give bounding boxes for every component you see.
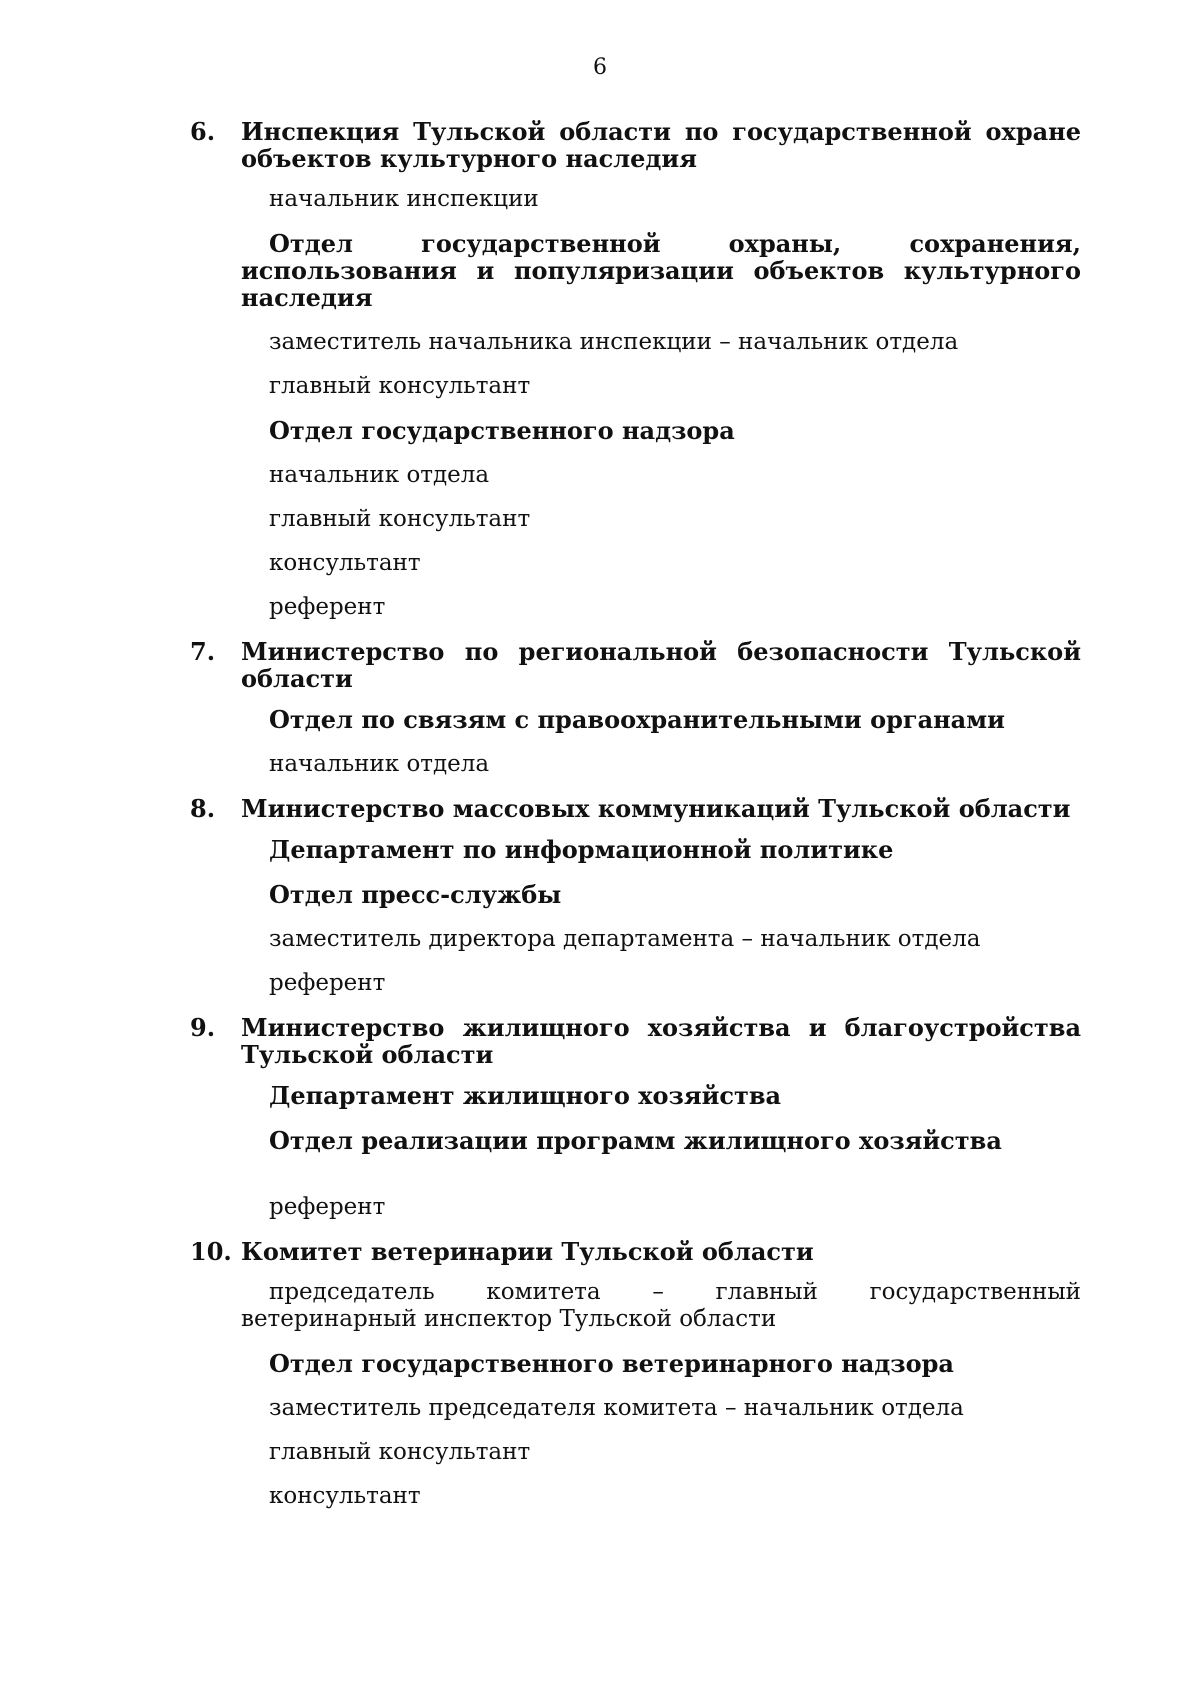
position-line: главный консультант — [269, 373, 531, 399]
position-line: референт — [269, 1194, 386, 1220]
unit-heading: Департамент жилищного хозяйства — [269, 1081, 782, 1110]
unit-heading: Отдел по связям с правоохранительными органами — [269, 705, 1005, 734]
position-line: консультант — [269, 1483, 421, 1509]
unit-heading: Департамент по информационной политике — [269, 835, 894, 864]
org-heading — [190, 1013, 1081, 1069]
position-line: заместитель председателя комитета – начальник отдела — [269, 1395, 964, 1421]
item-number: 8. — [190, 794, 216, 823]
unit-heading: Отдел государственной охраны, сохранения, использования и популяризации объектов культурного наследия — [241, 229, 1081, 312]
position-line: заместитель директора департамента – начальник отдела — [269, 926, 981, 952]
org-heading — [190, 1237, 1081, 1266]
position-line: референт — [269, 970, 386, 996]
position-line: председатель комитета – главный государственный ветеринарный инспектор Тульской области — [241, 1279, 1081, 1332]
position-line: начальник отдела — [269, 462, 490, 488]
document-body — [190, 117, 1081, 1527]
item-number: 10. — [190, 1237, 232, 1266]
position-line: референт — [269, 594, 386, 620]
unit-heading: Отдел пресс-службы — [269, 880, 562, 909]
position-line: заместитель начальника инспекции – начальник отдела — [269, 329, 959, 355]
section-9 — [190, 1013, 1081, 1221]
org-title: Комитет ветеринарии Тульской области — [241, 1237, 814, 1266]
page-number: 6 — [593, 55, 607, 80]
org-heading — [190, 794, 1081, 823]
item-number: 7. — [190, 637, 216, 666]
section-7 — [190, 637, 1081, 778]
position-line: начальник отдела — [269, 751, 490, 777]
position-line: начальник инспекции — [269, 186, 539, 212]
position-line: консультант — [269, 550, 421, 576]
item-number: 6. — [190, 117, 216, 146]
org-title: Инспекция Тульской области по государственной охране объектов культурного наследия — [241, 117, 1081, 173]
unit-heading: Отдел реализации программ жилищного хозяйства — [269, 1126, 1002, 1155]
section-8 — [190, 794, 1081, 997]
org-title: Министерство жилищного хозяйства и благоустройства Тульской области — [241, 1013, 1081, 1069]
section-10 — [190, 1237, 1081, 1510]
unit-heading: Отдел государственного надзора — [269, 416, 735, 445]
unit-heading: Отдел государственного ветеринарного надзора — [269, 1349, 954, 1378]
org-title: Министерство массовых коммуникаций Тульской области — [241, 794, 1071, 823]
org-title: Министерство по региональной безопасности Тульской области — [241, 637, 1081, 693]
position-line: главный консультант — [269, 1439, 531, 1465]
org-heading — [190, 637, 1081, 693]
position-line: главный консультант — [269, 506, 531, 532]
section-6 — [190, 117, 1081, 621]
item-number: 9. — [190, 1013, 216, 1042]
org-heading — [190, 117, 1081, 173]
